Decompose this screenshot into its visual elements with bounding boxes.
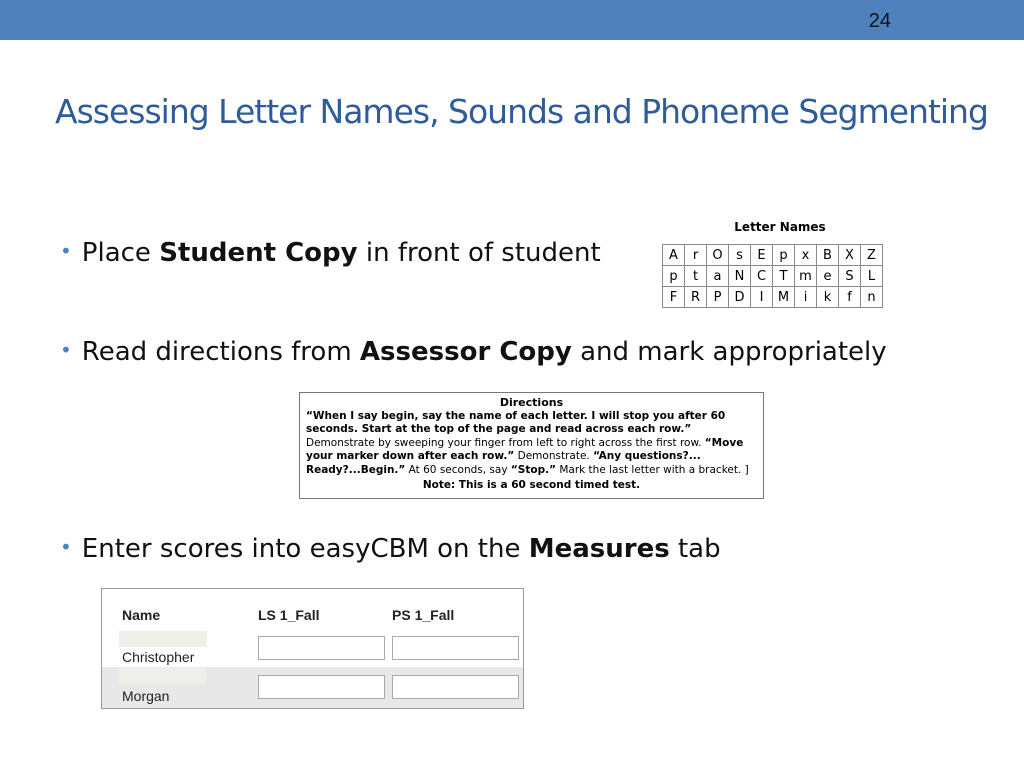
student-name: Christopher — [122, 649, 195, 665]
letter-cell: T — [773, 266, 795, 287]
letter-cell: Z — [861, 245, 883, 266]
letter-row — [663, 245, 883, 266]
letter-cell: A — [663, 245, 685, 266]
letter-row — [663, 266, 883, 287]
letter-names-sample — [662, 220, 898, 320]
bullet-student-copy: • Place Student Copy in front of student — [60, 238, 601, 268]
ps-score-input[interactable] — [392, 636, 519, 660]
redacted-surname — [119, 667, 207, 683]
bullet-measures-tab: • Enter scores into easyCBM on the Measures tab — [60, 534, 721, 564]
letter-cell: I — [751, 287, 773, 308]
letter-cell: x — [795, 245, 817, 266]
letter-cell: B — [817, 245, 839, 266]
letter-cell: s — [729, 245, 751, 266]
letter-cell: i — [795, 287, 817, 308]
letter-cell: M — [773, 287, 795, 308]
letter-cell: O — [707, 245, 729, 266]
student-name: Morgan — [122, 688, 170, 704]
letter-cell: t — [685, 266, 707, 287]
letter-cell: F — [663, 287, 685, 308]
ls-score-input[interactable] — [258, 675, 385, 699]
letter-cell: P — [707, 287, 729, 308]
ls-score-input[interactable] — [258, 636, 385, 660]
letter-cell: R — [685, 287, 707, 308]
directions-heading: Directions — [499, 396, 564, 409]
letter-cell: N — [729, 266, 751, 287]
letter-cell: S — [839, 266, 861, 287]
column-header-ls: LS 1_Fall — [258, 607, 320, 623]
directions-note: Note: This is a 60 second timed test. — [422, 479, 641, 491]
letter-cell: L — [861, 266, 883, 287]
letter-cell: E — [751, 245, 773, 266]
bullet-dot-icon: • — [60, 338, 72, 362]
letter-cell: D — [729, 287, 751, 308]
letter-cell: p — [663, 266, 685, 287]
letter-cell: C — [751, 266, 773, 287]
directions-text: “When I say begin, say the name of each letter. I will stop you after 60 seconds. Start at the top of the page and read across each row.” Demonstrate by sweeping your finger from left to right across the first row. “Move your marker down after each row.” Demonstrate. “Any questions?... Ready?...Begin.” At 60 seconds, say “Stop.” Mark the last letter with a bracket. ] — [306, 409, 749, 476]
letter-names-title: Letter Names — [734, 220, 826, 234]
letter-row — [663, 287, 883, 308]
letter-cell: e — [817, 266, 839, 287]
letter-cell: r — [685, 245, 707, 266]
letter-cell: f — [839, 287, 861, 308]
letter-cell: X — [839, 245, 861, 266]
slide-title: Assessing Letter Names, Sounds and Phoneme Segmenting — [55, 92, 988, 131]
slide-number: 24 — [868, 10, 891, 32]
letter-cell: a — [707, 266, 729, 287]
letter-cell: p — [773, 245, 795, 266]
ps-score-input[interactable] — [392, 675, 519, 699]
letter-cell: m — [795, 266, 817, 287]
directions-box — [299, 392, 764, 499]
letter-cell: k — [817, 287, 839, 308]
letter-cell: n — [861, 287, 883, 308]
bullet-dot-icon: • — [60, 239, 72, 263]
measures-table — [101, 588, 524, 709]
bullet-assessor-copy: • Read directions from Assessor Copy and mark appropriately — [60, 337, 887, 367]
column-header-ps: PS 1_Fall — [392, 607, 455, 623]
redacted-surname — [119, 631, 207, 647]
column-header-name: Name — [122, 607, 161, 623]
bullet-dot-icon: • — [60, 535, 72, 559]
letter-names-grid — [662, 244, 883, 308]
